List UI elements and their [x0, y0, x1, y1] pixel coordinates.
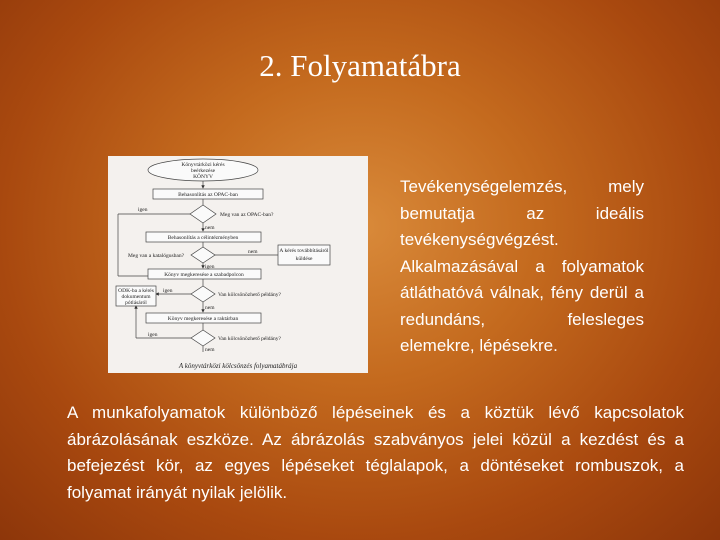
yes-label-1: igen [138, 207, 148, 213]
step-label-3: Könyv megkeresése a szabadpolcon [164, 272, 244, 278]
start-line-3: KÖNYV [193, 174, 213, 180]
side-box-1-line-2: küldése [295, 256, 313, 262]
start-line-1: Könyvtárközi kérés [181, 162, 225, 168]
yes-label-3: igen [163, 288, 173, 294]
no-label-1: nem [205, 225, 215, 231]
decision-3 [191, 286, 215, 302]
decision-label-1: Meg van az OPAC-ban? [220, 212, 274, 218]
flowchart-caption: A könyvtárközi kölcsönzés folyamatábrája [178, 362, 298, 370]
step-label-4: Könyv megkeresése a raktárban [167, 316, 239, 322]
decision-1 [190, 205, 216, 223]
no-label-3: nem [205, 305, 215, 311]
decision-label-3: Van kölcsönözhető példány? [218, 292, 281, 298]
yes-label-2: igen [205, 264, 215, 270]
bottom-paragraph: A munkafolyamatok különböző lépéseinek és a köztük lévő kapcsolatok ábrázolásának eszköze. Az ábrázolás szabványos jelei közül a kezdést és a befejezést kör, az egyes lépéseket téglalapok, a döntéseket rombuszok, a folyamat irányát nyilak jelölik. [67, 403, 684, 502]
step-label-2: Behasonlítás a célintézményben [167, 235, 239, 241]
step-label-1: Behasonlítás az OPAC-ban [178, 192, 238, 198]
side-box-1-line-1: A kérés továbbításáról [279, 248, 329, 254]
yes-label-4: igen [148, 332, 158, 338]
no-label-2: nem [248, 249, 258, 255]
side-box-2-line-1: ODK-ba a kérés [118, 288, 154, 294]
side-box-2-line-2: dokumentum [121, 294, 151, 300]
decision-4 [191, 330, 215, 346]
decision-label-2: Meg van a katalógusban? [128, 253, 185, 259]
flowchart-image [108, 156, 368, 373]
decision-label-4: Van kölcsönözhető példány? [218, 336, 281, 342]
decision-2 [191, 247, 215, 263]
no-label-4: nem [205, 347, 215, 353]
right-paragraph: Tevékenységelemzés, mely bemutatja az ideális tevékenységvégzést. Alkalmazásával a folyamatok átláthatóvá válnak, fény derül a redundáns, felesleges elemekre, lépésekre. [400, 177, 644, 355]
slide-title: 2. Folyamatábra [259, 48, 461, 83]
side-box-2-line-3: pótlásáról [125, 300, 147, 306]
start-line-2: beérkezése [190, 168, 216, 174]
